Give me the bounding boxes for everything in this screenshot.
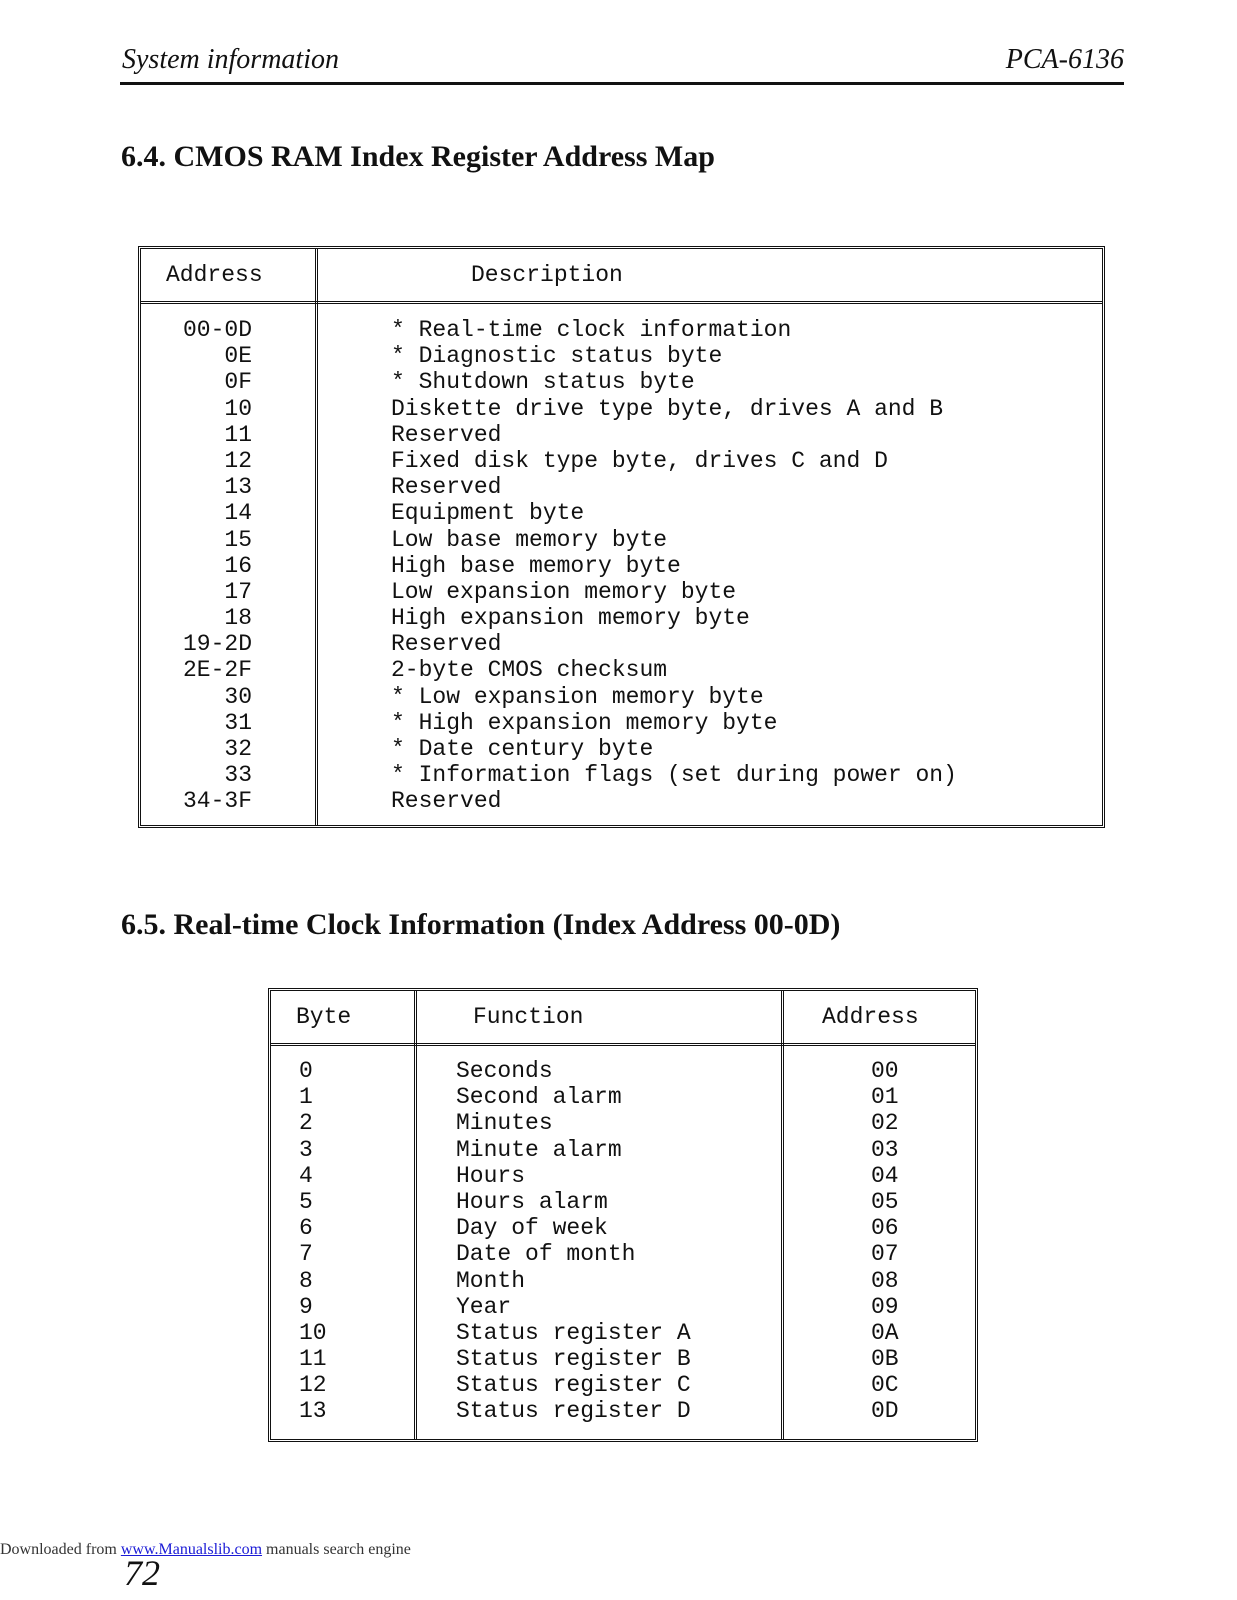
table-cell-address: 11 — [224, 421, 252, 448]
table-cell-function: Month — [456, 1267, 526, 1294]
function-column — [456, 1058, 691, 1425]
running-header-model: PCA-6136 — [1005, 44, 1124, 75]
byte-column — [299, 1058, 345, 1425]
table-cell-function: Year — [456, 1293, 512, 1320]
footer-suffix: manuals search engine — [262, 1541, 411, 1558]
running-header-section: System information — [122, 44, 339, 75]
manualslib-link[interactable]: www.Manualslib.com — [120, 1541, 263, 1558]
table-cell-address: 0F — [224, 369, 252, 396]
table-cell-address: 01 — [871, 1084, 899, 1111]
table-cell-address: 0A — [871, 1319, 899, 1346]
table-cell-byte: 10 — [299, 1319, 327, 1346]
table-cell-address: 05 — [871, 1188, 899, 1215]
table-cell-description: * Real-time clock information — [391, 317, 792, 343]
table-cell-function: Status register C — [456, 1372, 691, 1399]
table-cell-function: Second alarm — [456, 1084, 622, 1111]
table-cell-address: 15 — [224, 526, 252, 553]
table-cell-address: 0B — [871, 1346, 899, 1373]
table-cell-function: Day of week — [456, 1215, 608, 1242]
column-divider — [414, 991, 417, 1439]
table-cell-address: 04 — [871, 1162, 899, 1189]
table-cell-address: 31 — [224, 709, 252, 736]
table-cell-byte: 6 — [299, 1215, 313, 1242]
table-cell-description: Reserved — [391, 788, 502, 815]
table-cell-address: 16 — [224, 552, 252, 579]
footer-prefix: Downloaded from — [0, 1541, 121, 1558]
table-cell-description: Reserved — [391, 474, 502, 501]
table-cell-address: 18 — [224, 605, 252, 632]
table-cell-address: 32 — [224, 736, 252, 762]
table-cell-address: 13 — [224, 474, 252, 501]
table-cell-byte: 13 — [299, 1398, 327, 1425]
table-cell-function: Seconds — [456, 1058, 553, 1084]
column-divider — [781, 991, 784, 1439]
column-header-function: Function — [473, 1004, 584, 1030]
table-cell-byte: 2 — [299, 1110, 313, 1137]
table-cell-description: * High expansion memory byte — [391, 709, 778, 736]
column-header-address: Address — [166, 262, 263, 288]
table-cell-byte: 9 — [299, 1293, 313, 1320]
table-cell-description: * Low expansion memory byte — [391, 683, 764, 710]
header-rule — [120, 82, 1124, 85]
table-cell-function: Date of month — [456, 1241, 636, 1268]
table-cell-address: 34-3F — [182, 788, 252, 815]
table-cell-function: Status register D — [456, 1398, 691, 1425]
table-cell-function: Hours — [456, 1162, 526, 1189]
table-cell-byte: 1 — [299, 1084, 313, 1111]
table-cell-address: 00 — [871, 1058, 899, 1084]
table-cell-address: 07 — [871, 1241, 899, 1268]
table-cell-address: 03 — [871, 1136, 899, 1163]
table-cell-address: 0C — [871, 1372, 899, 1399]
column-header-address: Address — [822, 1004, 919, 1030]
table-cell-byte: 12 — [299, 1372, 327, 1399]
table-cell-byte: 8 — [299, 1267, 313, 1294]
table-cell-byte: 4 — [299, 1162, 313, 1189]
section-6-5-heading: 6.5. Real-time Clock Information (Index Address 00-0D) — [121, 908, 841, 941]
table-cell-function: Minute alarm — [456, 1136, 622, 1163]
column-header-description: Description — [471, 262, 623, 288]
table-cell-address: 0E — [224, 343, 252, 370]
table-cell-byte: 5 — [299, 1188, 313, 1215]
table-cell-function: Minutes — [456, 1110, 553, 1137]
table-cell-address: 02 — [871, 1110, 899, 1137]
table-cell-address: 2E-2F — [182, 657, 252, 684]
table-cell-description: * Diagnostic status byte — [391, 343, 723, 370]
table-cell-function: Status register A — [456, 1319, 691, 1346]
table-cell-description: Low expansion memory byte — [391, 578, 737, 605]
table-cell-address: 30 — [224, 683, 252, 710]
table-cell-description: * Date century byte — [391, 736, 654, 762]
table-cell-address: 0D — [871, 1398, 899, 1425]
table-cell-description: 2-byte CMOS checksum — [391, 657, 668, 684]
table-cell-byte: 3 — [299, 1136, 313, 1163]
address-column — [166, 317, 252, 815]
table-cell-description: * Information flags (set during power on) — [391, 762, 957, 789]
table-cell-address: 33 — [224, 762, 252, 789]
cmos-address-map-table — [138, 246, 1105, 828]
table-cell-description: High base memory byte — [391, 552, 681, 579]
table-cell-description: * Shutdown status byte — [391, 369, 695, 396]
table-cell-description: Fixed disk type byte, drives C and D — [391, 447, 888, 474]
column-divider — [315, 249, 318, 825]
table-cell-address: 00-0D — [182, 317, 252, 343]
table-cell-address: 17 — [224, 578, 252, 605]
table-cell-address: 12 — [224, 447, 252, 474]
rtc-information-table — [268, 988, 978, 1442]
section-6-4-heading: 6.4. CMOS RAM Index Register Address Map — [121, 140, 715, 173]
address-column — [871, 1058, 899, 1425]
table-cell-address: 06 — [871, 1215, 899, 1242]
table-cell-description: Diskette drive type byte, drives A and B — [391, 395, 944, 422]
table-cell-address: 08 — [871, 1267, 899, 1294]
table-cell-address: 10 — [224, 395, 252, 422]
table-cell-description: Reserved — [391, 631, 502, 658]
download-footer — [0, 1541, 411, 1559]
table-cell-description: Equipment byte — [391, 500, 585, 527]
table-cell-description: Reserved — [391, 421, 502, 448]
table-cell-byte: 7 — [299, 1241, 313, 1268]
table-cell-byte: 11 — [299, 1346, 327, 1373]
table-cell-address: 14 — [224, 500, 252, 527]
table-cell-byte: 0 — [299, 1058, 313, 1084]
table-cell-address: 19-2D — [182, 631, 252, 658]
description-column — [391, 317, 957, 815]
table-cell-function: Status register B — [456, 1346, 691, 1373]
page-number: 72 — [124, 1553, 160, 1593]
table-cell-description: Low base memory byte — [391, 526, 668, 553]
table-cell-address: 09 — [871, 1293, 899, 1320]
table-cell-description: High expansion memory byte — [391, 605, 750, 632]
column-header-byte: Byte — [296, 1004, 352, 1030]
table-cell-function: Hours alarm — [456, 1188, 608, 1215]
